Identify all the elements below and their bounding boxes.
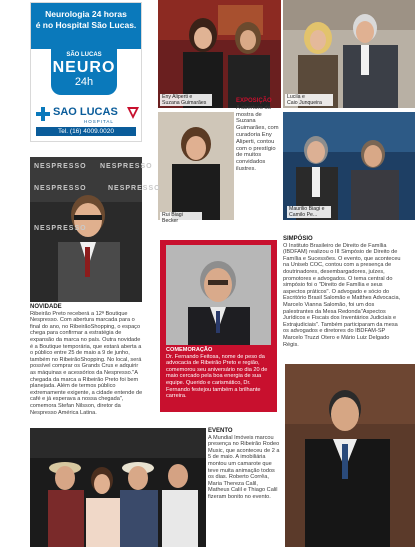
nespresso-logo-2: NESPRESSO xyxy=(100,163,153,170)
comemoracao-text xyxy=(166,347,272,400)
badge-small-text: SÃO LUCAS xyxy=(66,52,102,58)
simposio-body: O Instituto Brasileiro de Direito de Família (IBDFAM) realizou o III Simpósio de Direito de Família e Sucessões. O evento, que aconteceu na Uniseb COC, contou com a presença de doutrinadores, desembargadores, juízes, promotores e advogados. O tema central do simpósio foi o "Direito de Família e seus aspectos práticos". O advogado e sócio do Escritório Brasil Salomão e Matthes Advocacia, Marcelo Vianna Salomão, foi um dos palestrantes da Mesa Redonda"Aspectos Jurídicos e Fiscais dos Inventários Judiciais e Extrajudiciais". Também participaram da mesa os advogados e diretores do IBDFAM-SP Marcelo Truzzi Otero e Mário Luiz Delgado Régis. xyxy=(283,242,401,348)
exposicao-block xyxy=(236,98,282,173)
evento-title: EVENTO xyxy=(208,428,233,434)
exposicao-title: EXPOSIÇÃO xyxy=(236,98,272,104)
photo-eny-suzana xyxy=(158,0,281,108)
photo-maurilio-biagi xyxy=(283,112,415,220)
evento-block xyxy=(208,428,280,501)
nespresso-logo-3: NESPRESSO xyxy=(34,185,87,192)
hospital-logo-sub: HOSPITAL xyxy=(84,119,114,124)
comemoracao-box xyxy=(160,240,277,412)
nespresso-logo-5: NESPRESSO xyxy=(34,225,87,232)
hospital-emblem-icon xyxy=(127,107,139,119)
photo-mundial-imoveis-rodeo xyxy=(30,428,206,547)
hospital-ad xyxy=(30,2,142,142)
novidade-body: Ribeirão Preto receberá a 12ª Boutique Nespresso. Com abertura marcada para o final do ano, no RibeirãoShopping, o espaço chega para confirmar a estratégia de expansão da marca no país. Outra novidade é a Boutique temporária, que estará aberta a o público entre 25 de maio a 9 de junho, também no RibeirãoShopping. No local, será possível comprar os Grands Crus e adquirir as máquinas e acessórios da Nespresso."A chegada da marca a Ribeirão Preto foi bem planejada. Além de termos público extremamente exigente, a cidade entende de café e já esperava a nossa chegada", comemora Stefan Nilsson, diretor da Nespresso América Latina. xyxy=(30,310,143,416)
hospital-phone: Tel. (16) 4009.0020 xyxy=(36,127,136,136)
caption-lucila-caio: Lucila e Caio Junqueira xyxy=(285,94,333,106)
ad-headline-line1: Neurologia 24 horas xyxy=(45,9,127,19)
simposio-title: SIMPÓSIO xyxy=(283,236,313,242)
evento-body: A Mundial Imóveis marcou presença no Ribeirão Rodeo Music, que aconteceu de 2 a 5 de maio. A imobiliária montou um camarote que teve muita animação todos os dias. Roberto Corrêa, Maria Thereza Calil, Matheus Calil e Thiago Calil fizeram bonito no evento. xyxy=(208,434,280,500)
hospital-logo-name: SAO LUCAS xyxy=(53,106,118,118)
comemoracao-body: Dr. Fernando Feitosa, nome de peso da advocacia de Ribeirão Preto e região, comemorou seu aniversário no dia 20 de maio cercado pela boa energia de sua equipe. Querido e carismático, Dr. Fernando festejou também a brilhante carreira. xyxy=(166,353,268,400)
caption-eny-suzana: Eny Aliperti e Suzana Guimarães xyxy=(160,94,212,106)
nespresso-logo-1: NESPRESSO xyxy=(34,163,87,170)
neuro-24h-badge xyxy=(51,49,117,95)
photo-fernando-feitosa xyxy=(166,245,271,345)
photo-lucila-caio xyxy=(283,0,415,108)
caption-rui-becker: Rui Biagi Becker xyxy=(160,212,202,224)
badge-hours-text: 24h xyxy=(74,76,94,88)
photo-marcelo-salomao xyxy=(285,364,415,547)
nespresso-logo-4: NESPRESSO xyxy=(108,185,161,192)
exposicao-body: A abertura da mostra de Suzana Guimarães, com curadoria Eny Aliperti, contou com o prestígio de muitos convidados ilustres. xyxy=(236,104,279,172)
photo-nespresso-director xyxy=(30,157,161,302)
novidade-block xyxy=(30,304,144,416)
hospital-cross-logo-icon xyxy=(36,107,50,121)
comemoracao-title: COMEMORAÇÃO xyxy=(166,347,213,353)
ad-headline-line2: é no Hospital São Lucas. xyxy=(35,20,137,30)
badge-big-text: NEURO xyxy=(52,59,116,76)
ad-header-band xyxy=(31,3,141,49)
simposio-block xyxy=(283,236,405,348)
caption-maurilio-biagi: Maurilio Biagi e Camilo Pe... xyxy=(287,206,331,218)
photo-rui-becker xyxy=(158,112,234,220)
novidade-title: NOVIDADE xyxy=(30,304,62,310)
